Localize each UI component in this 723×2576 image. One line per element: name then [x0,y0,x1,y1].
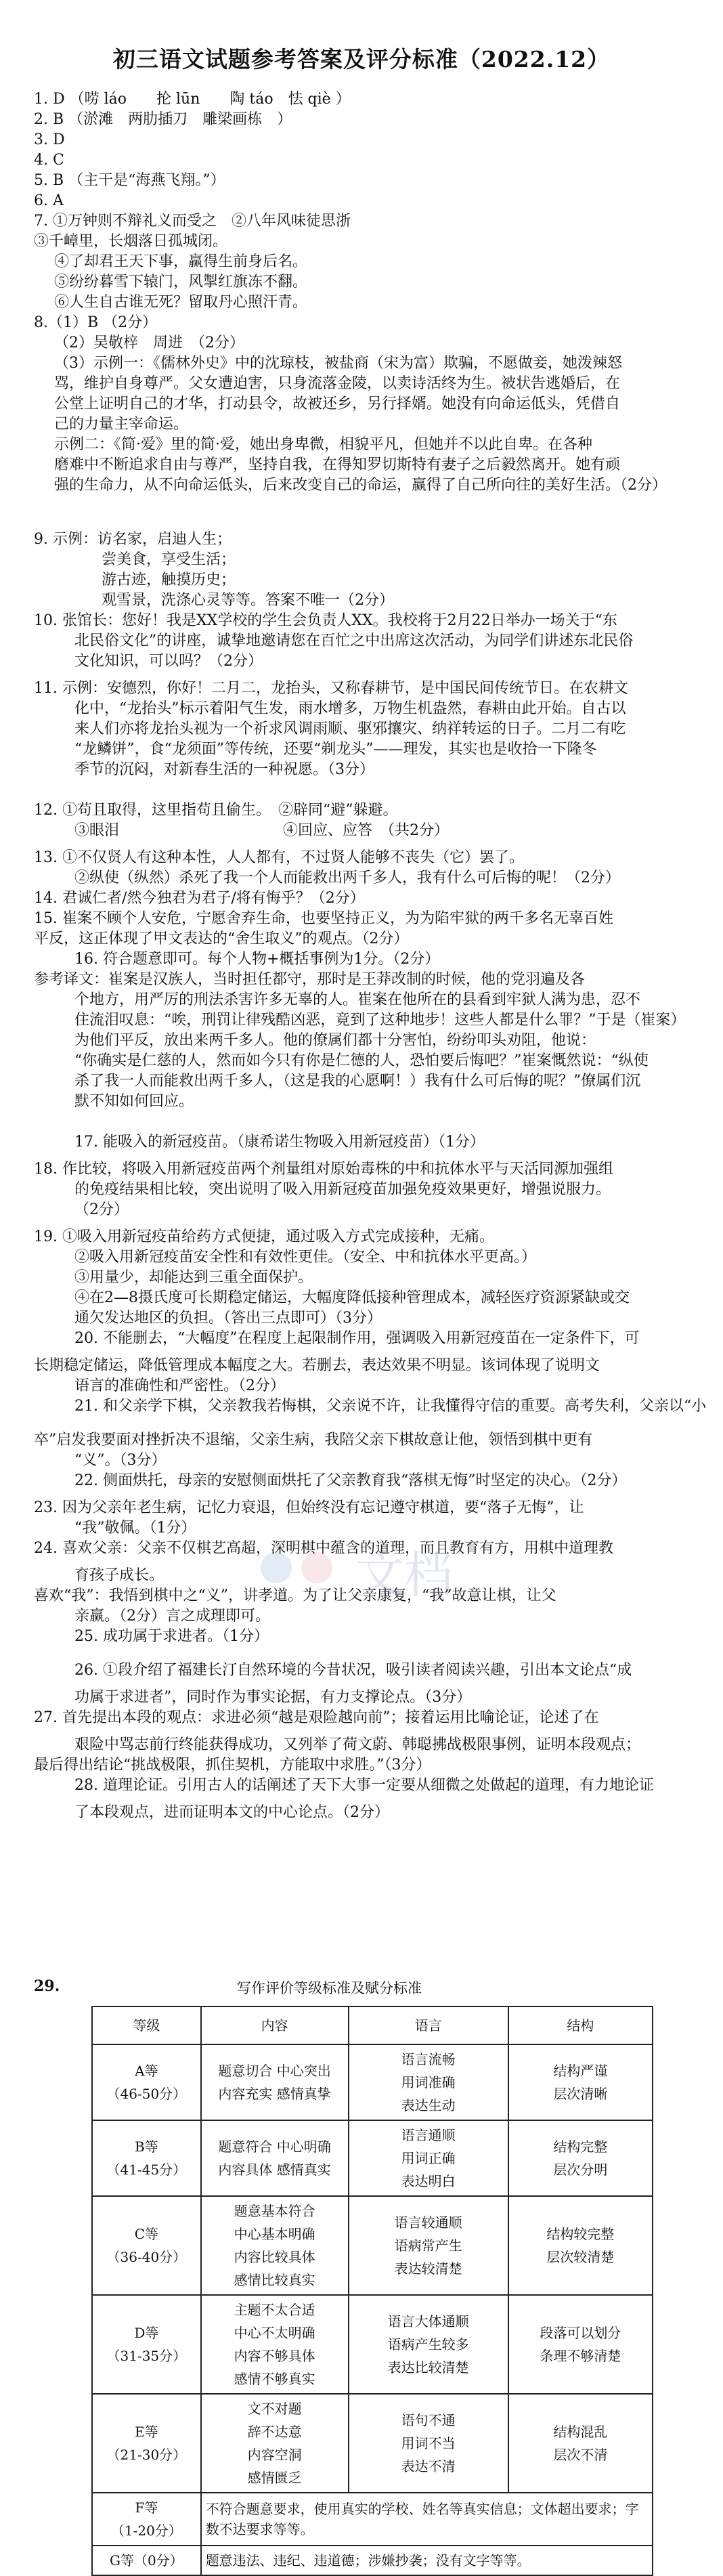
language-cell-line: 用词准确 [401,2074,456,2090]
answer-line: 13. ①不仅贤人有这种本性，人人都有，不过贤人能够不丧失（它）罢了。 [34,849,524,866]
content-cell-line: 辞不达意 [247,2424,302,2440]
answer-line: 强的生命力，从不向命运低头，后来改变自己的命运，赢得了自己所向往的美好生活。（2分） [54,477,667,494]
structure-cell [508,2196,653,2295]
answer-line: 14. 君诚仁者/然今独君为君子/将有悔乎？（2分） [34,890,365,907]
content-cell-line: 中心不太明确 [234,2325,315,2341]
answer-line: 最后得出结论“挑战极限，抓住契机，方能取中求胜。”（3分） [34,1757,431,1774]
answer-line: 12. ①苟且取得，这里指苟且偷生。 ②辟同“避”躲避。 [34,802,398,819]
rubric-row [92,2044,653,2120]
content-cell-line: 题意基本符合 [234,2203,315,2219]
header-grade: 等级 [92,2006,201,2044]
answer-line: 磨难中不断追求自由与尊严，坚持自我，在得知罗切斯特有妻子之后毅然离开。她有顽 [54,456,621,473]
answer-line: （2分） [74,1201,129,1218]
rubric-row [92,2394,653,2493]
answer-line: 季节的沉闷，对新春生活的一种祝愿。（3分） [74,761,374,778]
grade-cell [92,2546,201,2575]
language-cell [349,2196,508,2295]
structure-cell-line: 层次分明 [553,2162,608,2178]
structure-cell-line: 层次不清 [553,2447,608,2463]
rubric-row [92,2120,653,2196]
rubric-f-description: 不符合题意要求，使用真实的学校、姓名等真实信息；文体超出要求；字数不达要求等等。 [201,2493,653,2546]
answer-line: ⑤纷纷暮雪下辕门，风掣红旗冻不翻。 [54,274,308,291]
answer-line: 卒”启发我要面对挫折决不退缩，父亲生病，我陪父亲下棋故意让他，领悟到棋中更有 [34,1432,593,1448]
language-cell [349,2394,508,2493]
answer-line: ⑥人生自古谁无死？留取丹心照汗青。 [54,294,308,311]
rubric-body [92,2044,653,2575]
language-cell [349,2295,508,2394]
structure-cell-line: 条理不够清楚 [540,2348,621,2364]
grade-cell-line: G等（0分） [109,2552,183,2569]
content-cell-line: 感情不够真实 [234,2371,315,2387]
rubric-row [92,2196,653,2295]
structure-cell-line: 层次较清楚 [546,2249,615,2265]
rubric-g-description: 题意违法、违纪、违道德；涉嫌抄袭；没有文字等等。 [201,2546,653,2575]
answer-line: 来人们亦将龙抬头视为一个祈求风调雨顺、驱邪攘灾、纳祥转运的日子。二月二有吃 [74,721,626,737]
content-cell-line: 内容空洞 [247,2447,302,2463]
grade-cell [92,2493,201,2546]
answer-line: ④在2—8摄氏度可长期稳定储运，大幅度降低接种管理成本，减轻医疗资源紧缺或交 [74,1289,630,1306]
answer-line: 住流泪叹息：“唉，刑罚让律残酷凶恶，竟到了这种地步！这些人都是什么罪？”于是（崔案） [74,1012,686,1029]
language-cell-line: 用词正确 [401,2150,456,2166]
watermark-text: 文档 [355,1547,454,1604]
answer-line: 24. 喜欢父亲：父亲不仅棋艺高超，深明棋中蕴含的道理，而且教育有方，用棋中道理教 [34,1540,613,1557]
answer-line: 化中，“龙抬头”标示着阳气生发，雨水增多，万物生机盎然，春耕由此开始。自古以 [74,700,626,717]
grade-cell-line: （21-30分） [106,2447,187,2463]
answer-line: 6. A [34,192,64,209]
grade-cell [92,2394,201,2493]
grade-cell-line: （41-45分） [106,2162,187,2178]
answer-line: 23. 因为父亲年老生病，记忆力衰退，但始终没有忘记遵守棋道，要“落子无悔”，让 [34,1499,584,1516]
language-cell-line: 语病产生较多 [387,2336,469,2353]
answer-line: 的免疫结果相比较，突出说明了吸入用新冠疫苗加强免疫效果更好，增强说服力。 [74,1181,611,1198]
answer-line: 4. C [34,152,64,169]
rubric-row-f [92,2493,653,2546]
grade-cell-line: A等 [135,2063,158,2079]
rubric-title [34,1977,689,1995]
header-content: 内容 [201,2006,349,2044]
answer-line: 7. ①万钟则不辩礼义而受之 ②八年风味徒思浙 [34,213,351,230]
answer-line: 20. 不能删去，“大幅度”在程度上起限制作用，强调吸入用新冠疫苗在一定条件下，可 [74,1330,640,1347]
answer-line: 功属于求进者”，同时作为事实论据，有力支撑论点。（3分） [74,1689,472,1706]
answer-line: 27. 首先提出本段的观点：求进必须“越是艰险越向前”；接着运用比喻论证，论述了在 [34,1709,599,1726]
answer-line: “义”。（3分） [74,1452,167,1469]
content-cell-line: 感情匮乏 [247,2470,302,2486]
language-cell-line: 语言通顺 [401,2127,456,2143]
content-cell [201,2295,349,2394]
grade-cell-line: F等 [135,2499,158,2516]
answer-line: ③千嶂里，长烟落日孤城闭。 [34,233,228,250]
answer-line: 19. ①吸入用新冠疫苗给药方式便捷，通过吸入方式完成接种，无痛。 [34,1228,494,1245]
language-cell-line: 语病常产生 [394,2237,462,2254]
structure-cell-line: 段落可以划分 [540,2325,621,2341]
content-cell-line: 题意切合 中心突出 [218,2063,331,2079]
answer-line: ②吸入用新冠疫苗安全性和有效性更佳。（安全、中和抗体水平更高。） [74,1249,537,1266]
content-cell [201,2196,349,2295]
answer-line: 17. 能吸入的新冠疫苗。（康希诺生物吸入用新冠疫苗）（1分） [74,1134,485,1151]
grade-cell-line: B等 [134,2139,158,2155]
grade-cell-line: （1-20分） [110,2523,182,2539]
answer-line: 文化知识，可以吗？（2分） [74,653,263,670]
grade-cell [92,2120,201,2196]
rubric-row [92,2295,653,2394]
answer-line: 喜欢“我”：我悟到棋中之“义”，讲孝道。为了让父亲康复，“我”故意让棋，让父 [34,1587,556,1604]
language-cell-line: 语言流畅 [401,2051,456,2067]
structure-cell [508,2120,653,2196]
answer-line: （2）吴敬梓 周进 （2分） [54,335,244,351]
answer-line: 了本段观点，进而证明本文的中心论点。（2分） [74,1804,389,1821]
answer-line: 公堂上证明自己的才华，打动县令，故被还乡，另行择婿。她没有向命运低头，凭借自 [54,395,621,412]
answer-line: 观雪景，洗涤心灵等等。答案不唯一（2分） [102,592,394,609]
answer-line: （3）示例一：《儒林外史》中的沈琼枝，被盐商（宋为富）欺骗，不愿做妾，她泼辣怒 [54,355,622,372]
content-cell-line: 主题不太合适 [234,2302,315,2318]
language-cell-line: 表达明白 [401,2173,456,2189]
content-cell-line: 内容具体 感情真实 [218,2162,331,2178]
structure-cell-line: 结构较完整 [546,2226,615,2242]
structure-cell [508,2295,653,2394]
answer-line: 语言的准确性和严密性。（2分） [74,1377,285,1394]
answer-line: 11. 示例：安德烈，你好！二月二，龙抬头，又称春耕节，是中国民间传统节日。在农耕文 [34,680,628,697]
rubric-header-row [92,2006,653,2044]
language-cell-line: 表达不清 [401,2458,456,2474]
answer-line: 默不知如何回应。 [74,1093,194,1110]
language-cell-line: 语言较通顺 [394,2214,462,2231]
answer-line: 16. 符合题意即可。每个人物+概括事例为1分。（2分） [74,951,440,968]
answer-line: “龙鳞饼”，食“龙须面”等传统，还要“剃龙头”——理发，其实也是收拾一下隆冬 [74,741,597,758]
grade-cell-line: （31-35分） [106,2348,187,2364]
language-cell-line: 语句不通 [401,2412,456,2428]
language-cell [349,2044,508,2120]
answer-line: 平反，这正体现了甲文表达的“舍生取义”的观点。（2分） [34,930,409,947]
grade-cell-line: （46-50分） [106,2086,187,2102]
answer-line: 10. 张馆长：您好！我是XX学校的学生会负责人XX。我校将于2月22日举办一场关于“东 [34,612,617,629]
answer-line: 育孩子成长。 [74,1567,165,1584]
language-cell [349,2120,508,2196]
grade-cell [92,2196,201,2295]
answer-line: 21. 和父亲学下棋，父亲教我若悔棋，父亲说不许，让我懂得守信的重要。高考失利，父亲以“小 [74,1398,707,1415]
content-cell [201,2044,349,2120]
structure-cell-line: 结构完整 [553,2139,608,2155]
answer-line: 尝美食，享受生活； [102,551,236,568]
grade-cell [92,2044,201,2120]
answer-line: 为他们平反，放出来两千多人。他的僚属们都十分害怕，纷纷叩头劝阻，他说： [74,1032,596,1049]
grade-cell-line: C等 [134,2226,158,2242]
answer-line: “你确实是仁慈的人，然而如今只有你是仁德的人，恐怕要后悔吧？”崔案慨然说：“纵使 [74,1052,649,1069]
answer-line: 北民俗文化”的讲座，诚挚地邀请您在百忙之中出席这次活动，为同学们讲述东北民俗 [74,632,634,649]
answer-line: 26. ①段介绍了福建长汀自然环境的今昔状况，吸引读者阅读兴趣，引出本文论点“成 [74,1662,632,1679]
answer-line: 3. D [34,131,65,148]
structure-cell-line: 结构严谨 [553,2063,608,2079]
language-cell-line: 表达生动 [401,2097,456,2113]
structure-cell [508,2394,653,2493]
language-cell-line: 表达比较清楚 [387,2359,469,2376]
rubric-table [91,2006,653,2576]
grade-cell [92,2295,201,2394]
rubric-row-g [92,2546,653,2575]
answer-line: 1. D （唠 láo 抡 lūn 陶 táo 怯 qiè ） [34,91,351,108]
structure-cell [508,2044,653,2120]
content-cell-line: 题意符合 中心明确 [218,2139,331,2155]
content-cell-line: 内容充实 感情真挚 [218,2086,331,2102]
answer-line: 18. 作比较，将吸入用新冠疫苗两个剂量组对原始毒株的中和抗体水平与天活同源加强组 [34,1161,613,1178]
answer-line: ④了却君王天下事，赢得生前身后名。 [54,253,308,270]
content-cell [201,2120,349,2196]
grade-cell-line: D等 [134,2325,159,2341]
answer-line: 亲赢。（2分）言之成理即可。 [74,1608,270,1625]
answer-line: 2. B （淤滩 两肋插刀 雕梁画栋 ） [34,111,292,128]
answer-line: ②纵使（纵然）杀死了我一个人而能救出两千多人，我有什么可后悔的呢！（2分） [74,870,620,886]
answer-line: ③眼泪 ④回应、应答 （共2分） [74,822,449,839]
answer-line: 示例二：《简·爱》里的简·爱，她出身卑微，相貌平凡，但她并不以此自卑。在各种 [54,436,592,453]
grade-cell-line: （36-40分） [106,2249,187,2265]
content-cell [201,2394,349,2493]
language-cell-line: 表达较清楚 [394,2260,462,2277]
header-structure: 结构 [508,2006,653,2044]
answer-line: 通欠发达地区的负担。（答出三点即可）（3分） [74,1310,382,1327]
answer-line: 5. B （主干是“海燕飞翔。”） [34,172,225,189]
content-cell-line: 中心基本明确 [234,2226,315,2242]
structure-cell-line: 层次清晰 [553,2086,608,2102]
rubric-caption: 写作评价等级标准及赋分标准 [237,1980,422,1996]
answer-line: 8.（1）B （2分） [34,314,158,331]
answer-line: 游古迹，触摸历史； [102,572,236,588]
answer-line: 个地方，用严厉的刑法杀害许多无辜的人。崔案在他所在的县看到牢狱人满为患，忍不 [74,991,641,1008]
content-cell-line: 文不对题 [247,2401,302,2417]
answer-line: 杀了我一人而能救出两千多人，（这是我的心愿啊！）我有什么可后悔的呢？”僚属们沉 [74,1073,641,1090]
answer-line: 28. 道理论证。引用古人的话阐述了天下大事一定要从细微之处做起的道理，有力地论证 [74,1777,654,1794]
content-cell-line: 内容比较具体 [234,2249,315,2265]
answer-line: 15. 崔案不顾个人安危，宁愿舍弃生命，也要坚持正义，为为陷牢狱的两千多名无辜百姓 [34,910,613,927]
document-title: 初三语文试题参考答案及评分标准（2022.12） [112,46,611,72]
answer-line: 艰险中骂志前行终能获得成功，又列举了荷文蔚、韩聪拂战极限事例，证明本段观点； [74,1736,641,1753]
answer-line: 22. 侧面烘托，母亲的安慰侧面烘托了父亲教育我“落棋无悔”时坚定的决心。（2分） [74,1472,627,1489]
answer-line: 己的力量主宰命运。 [54,416,189,433]
structure-cell-line: 结构混乱 [553,2424,608,2440]
content-cell-line: 感情比较真实 [234,2272,315,2288]
content-cell-line: 内容不够具体 [234,2348,315,2364]
language-cell-line: 用词不当 [401,2435,456,2451]
answer-line: “我”敬佩。（1分） [74,1520,196,1537]
answer-line: ③用量少，却能达到三重全面保护。 [74,1269,313,1286]
grade-cell-line: E等 [135,2424,158,2440]
language-cell-line: 语言大体通顺 [387,2313,469,2330]
answer-line: 骂，维护自身尊严。父女遭迫害，只身流落金陵，以卖诗活终为生。被状告逃婚后，在 [54,375,621,392]
answer-line: 9. 示例：访名家，启迪人生； [34,531,232,548]
answer-line: 长期稳定储运，降低管理成本幅度之大。若删去，表达效果不明显。该词体现了说明文 [34,1357,600,1374]
answer-line: 25. 成功属于求进者。（1分） [74,1628,269,1645]
rubric-number: 29. [34,1977,60,1995]
header-language: 语言 [349,2006,508,2044]
answer-line: 参考译文：崔案是汉族人，当时担任都守，那时是王莽改制的时候，他的党羽遍及各 [34,971,586,988]
